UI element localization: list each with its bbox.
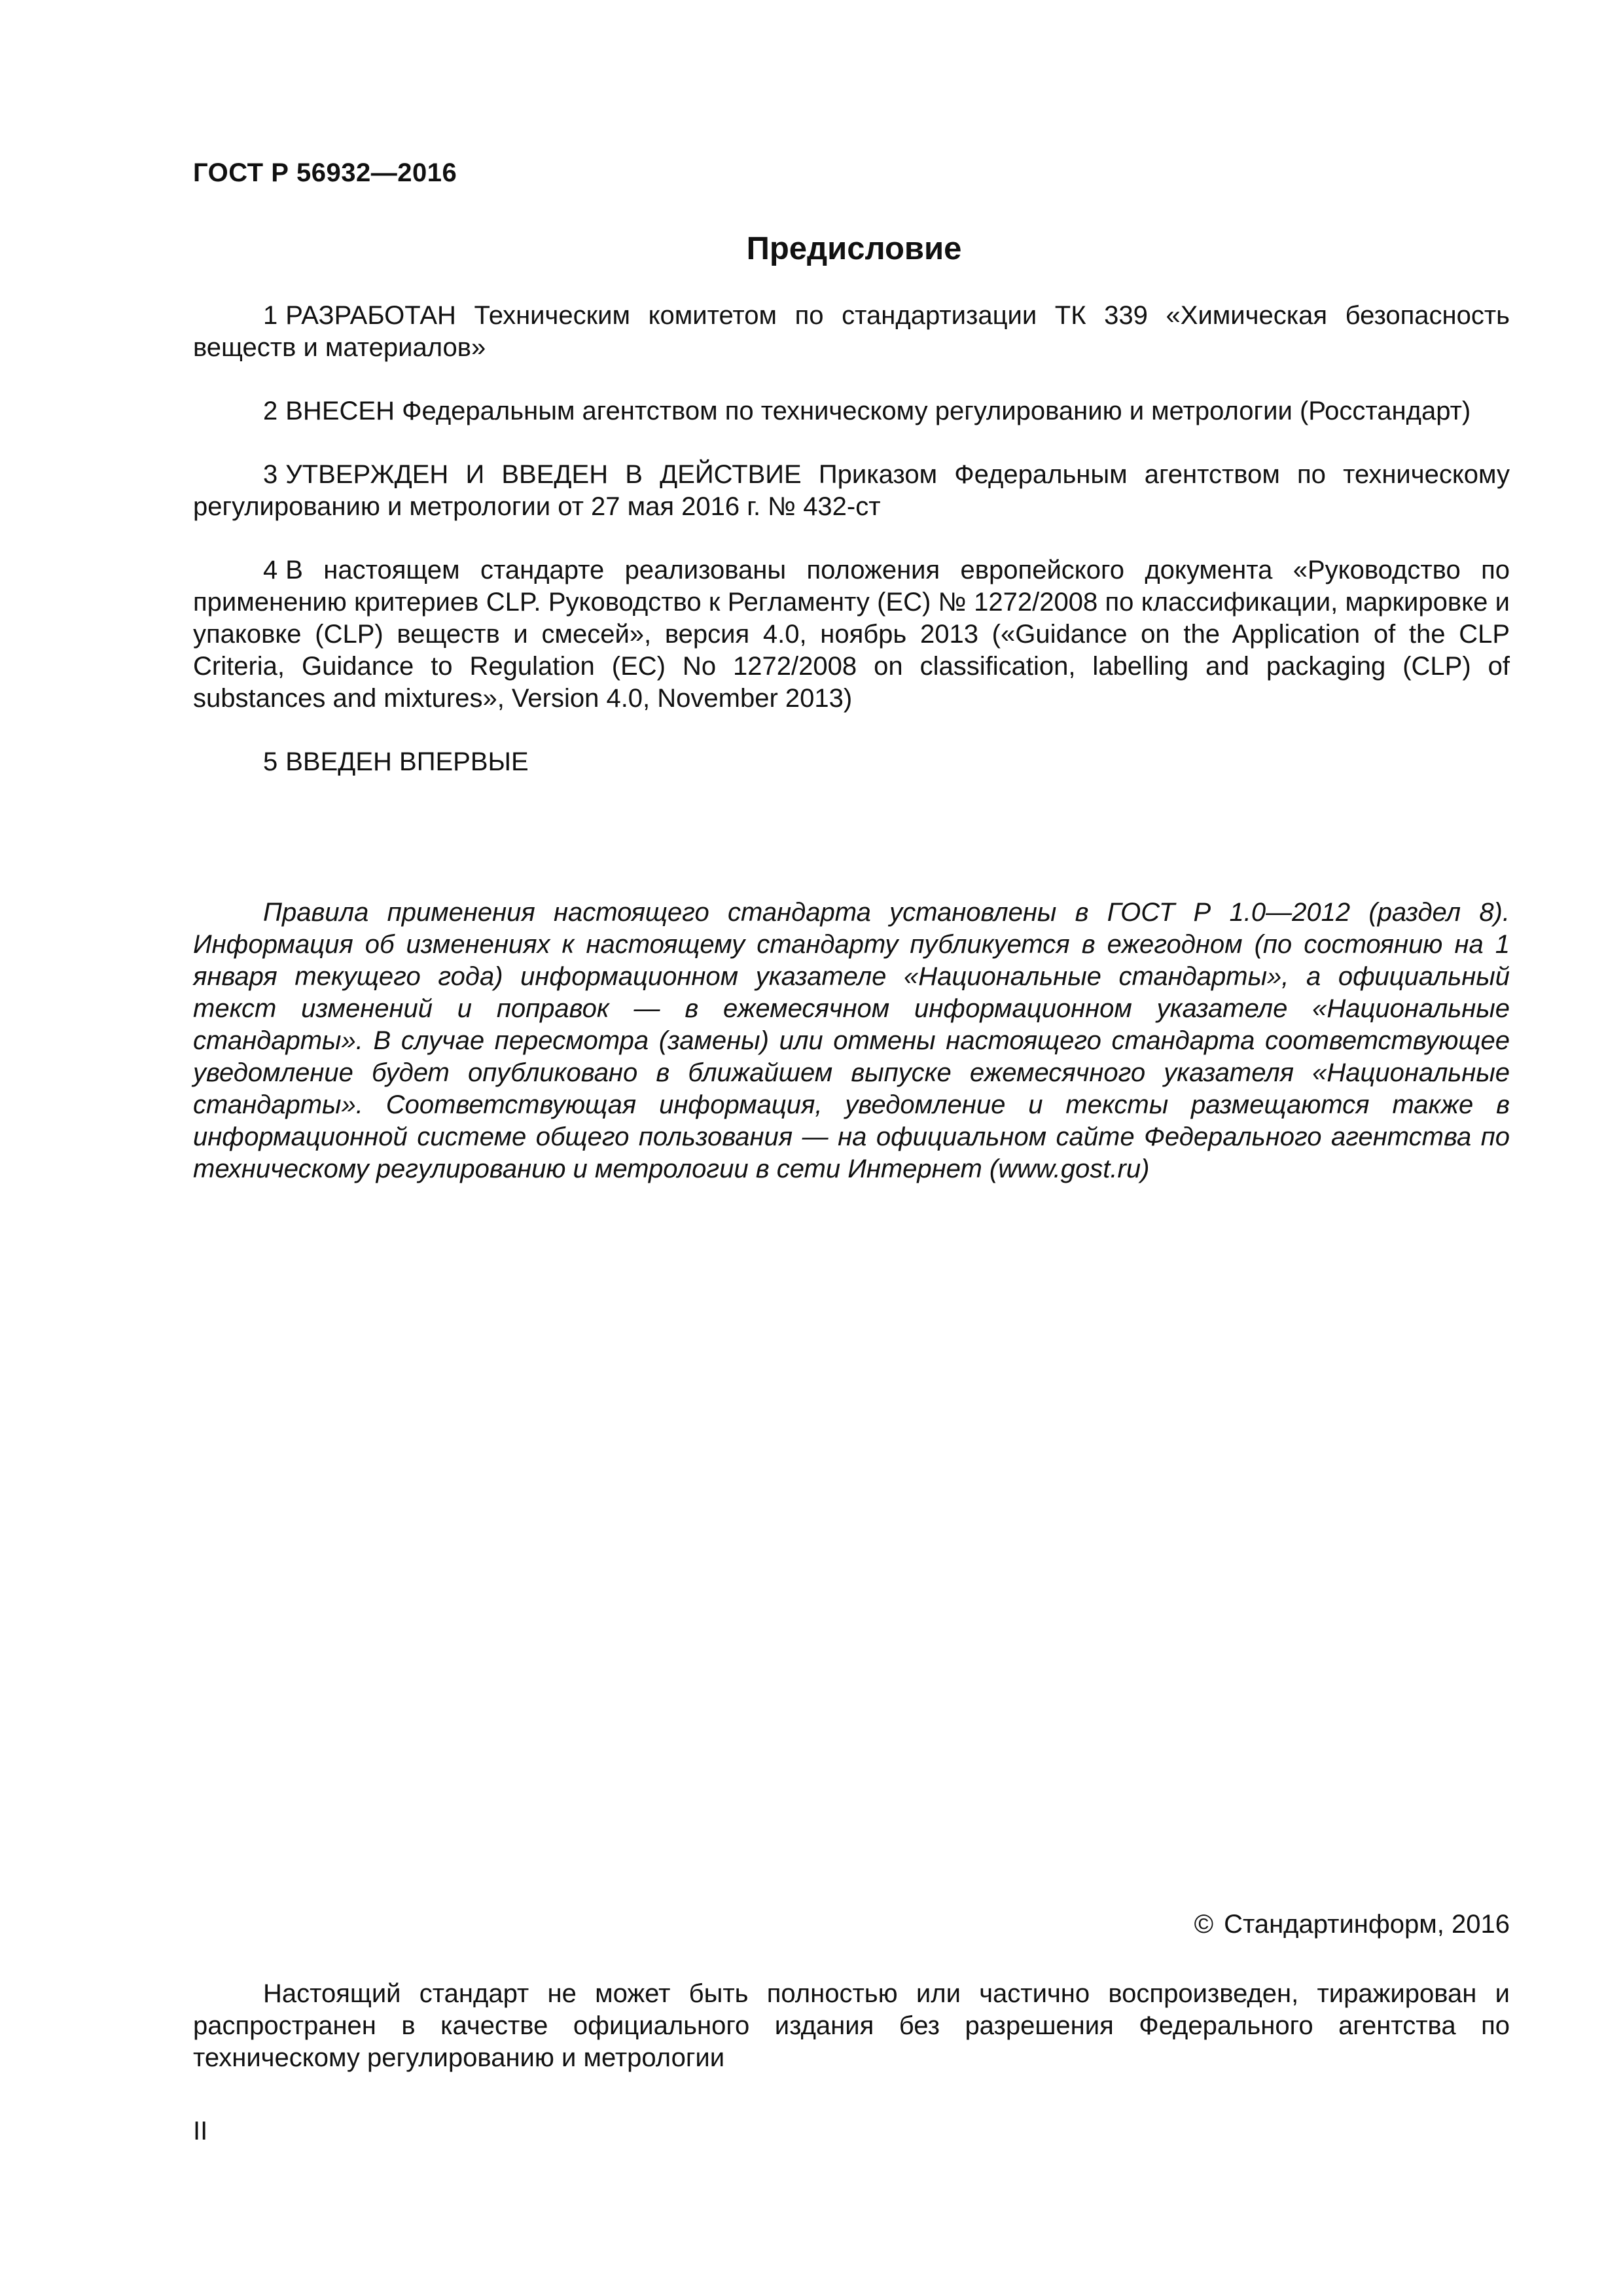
copyright-text: Стандартинформ, 2016 — [1224, 1910, 1510, 1939]
copyright-line — [1194, 1910, 1510, 1939]
standard-code: ГОСТ Р 56932—2016 — [193, 158, 457, 187]
foreword-item-3 — [193, 459, 1510, 523]
page-number: II — [193, 2117, 208, 2145]
foreword-items — [193, 300, 1510, 810]
foreword-item-5 — [193, 746, 1510, 778]
rules-note: Правила применения настоящего стандарта установлены в ГОСТ Р 1.0—2012 (раздел 8). Информация об изменениях к настоящему стандарту публикуется в ежегодном (по состоянию на 1 января текущего года) информационном указателе «Национальные стандарты», а официальный текст изменений и поправок — в ежемесячном информационном указателе «Национальные стандарты». В случае пересмотра (замены) или отмены настоящего стандарта соответствующее уведомление будет опубликовано в ближайшем выпуске ежемесячного указателя «Национальные стандарты». Соответствующая информация, уведомление и тексты размещаются также в информационной системе общего пользования — на официальном сайте Федерального агентства по техническому регулированию и метрологии в сети Интернет (www.gost.ru) — [193, 898, 1510, 1183]
item-number: 2 — [263, 397, 278, 425]
item-number: 1 — [263, 301, 278, 330]
page-title: Предисловие — [746, 231, 962, 266]
item-text: ВВЕДЕН ВПЕРВЫЕ — [285, 747, 529, 776]
item-text: РАЗРАБОТАН Техническим комитетом по стандартизации ТК 339 «Химическая безопасность веществ и материалов» — [193, 301, 1510, 362]
foreword-item-4 — [193, 554, 1510, 715]
item-number: 5 — [263, 747, 278, 776]
reproduction-notice: Настоящий стандарт не может быть полностью или частично воспроизведен, тиражирован и распространен в качестве официального издания без разрешения Федерального агентства по техническому регулированию и метрологии — [193, 1979, 1510, 2072]
item-text: ВНЕСЕН Федеральным агентством по техническому регулированию и метрологии (Росстандарт) — [285, 397, 1471, 425]
item-number: 4 — [263, 556, 278, 584]
item-text: В настоящем стандарте реализованы положения европейского документа «Руководство по применению критериев CLP. Руководство к Регламенту (ЕС) № 1272/2008 по классификации, маркировке и упаковке (CLP) веществ и смесей», версия 4.0, ноябрь 2013 («Guidance on the Application of the CLP Criteria, Guidance to Regulation (EC) No 1272/2008 on classification, labelling and packaging (CLP) of substances and mixtures», Version 4.0, November 2013) — [193, 556, 1510, 713]
foreword-item-1 — [193, 300, 1510, 364]
item-number: 3 — [263, 460, 278, 489]
copyright-symbol: © — [1194, 1910, 1214, 1939]
foreword-item-2 — [193, 395, 1510, 427]
item-text: УТВЕРЖДЕН И ВВЕДЕН В ДЕЙСТВИЕ Приказом Федеральным агентством по техническому регулированию и метрологии от 27 мая 2016 г. № 432-ст — [193, 460, 1510, 521]
